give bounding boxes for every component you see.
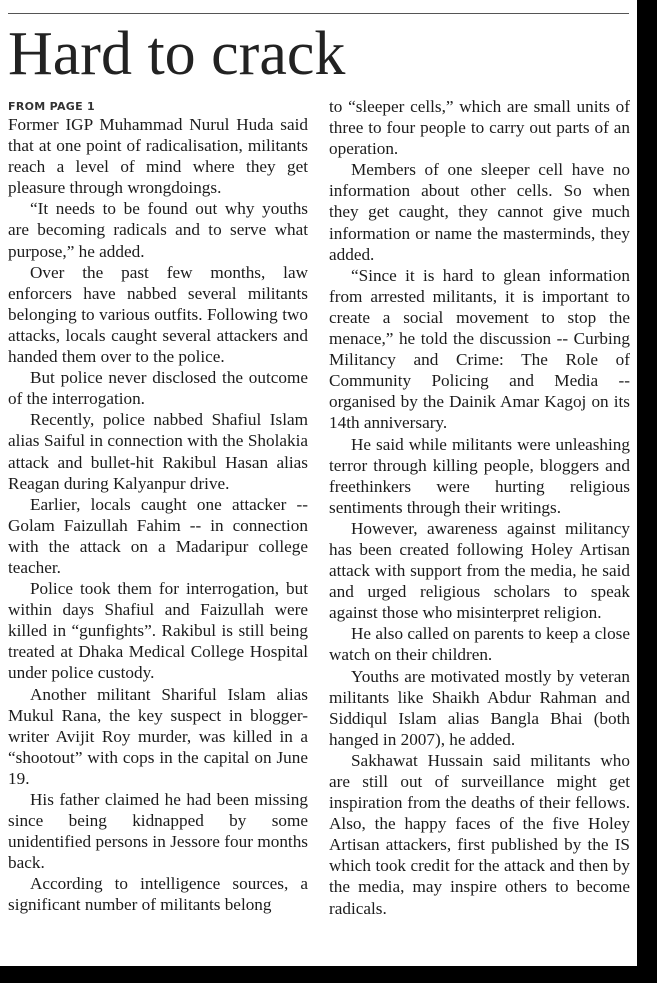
paragraph: Sakhawat Hussain said militants who are still out of surveillance might get inspiration from the deaths of their fellows. Also, the happy faces of the five Holey Artisan attackers, first published by the IS which took credit for the attack and then by the media, may inspire others to become radicals.	[329, 750, 630, 918]
headline: Hard to crack	[8, 20, 346, 88]
kicker: FROM PAGE 1	[8, 100, 96, 113]
right-column	[329, 96, 630, 919]
paragraph: He said while militants were unleashing terror through killing people, bloggers and freethinkers were hurting religious sentiments through their writings.	[329, 434, 630, 517]
paragraph: Recently, police nabbed Shafiul Islam alias Saiful in connection with the Sholakia attack and bullet-hit Rakibul Hasan alias Reagan during Kalyanpur drive.	[8, 410, 308, 493]
paragraph: Another militant Shariful Islam alias Mukul Rana, the key suspect in blogger-writer Avijit Roy murder, was killed in a “shootout” with cops in the capital on June 19.	[8, 684, 308, 788]
paragraph: His father claimed he had been missing since being kidnapped by some unidentified persons in Jessore four months back.	[8, 790, 308, 873]
paragraph: “Since it is hard to glean information from arrested militants, it is important to create a social movement to stop the menace,” he told the discussion -- Curbing Militancy and Crime: The Role of Community Policing and Media -- organised by the Dainik Amar Kagoj on its 14th anniversary.	[329, 265, 630, 433]
paragraph: Earlier, locals caught one attacker -- Golam Faizullah Fahim -- in connection with the attack on a Madaripur college teacher.	[8, 494, 308, 577]
paragraph: He also called on parents to keep a close watch on their children.	[329, 624, 630, 665]
paragraph: “It needs to be found out why youths are becoming radicals and to serve what purpose,” he added.	[8, 199, 308, 261]
paragraph: Over the past few months, law enforcers have nabbed several militants belonging to various outfits. Following two attacks, locals caught several attackers and handed them over to the police.	[8, 262, 308, 367]
paragraph: Former IGP Muhammad Nurul Huda said that at one point of radicalisation, militants reach a level of mind where they get pleasure through wrongdoings.	[8, 115, 308, 198]
paragraph: Police took them for interrogation, but within days Shafiul and Faizullah were killed in “gunfights”. Rakibul is still being treated at Dhaka Medical College Hospital under police custody.	[8, 579, 308, 683]
paragraph: to “sleeper cells,” which are small units of three to four people to carry out parts of an operation.	[329, 97, 630, 159]
paragraph: But police never disclosed the outcome of the interrogation.	[8, 368, 308, 409]
paragraph: However, awareness against militancy has been created following Holey Artisan attack with support from the media, he said and urged religious scholars to speak against those who misinterpret religion.	[329, 518, 630, 623]
paragraph: According to intelligence sources, a significant number of militants belong	[8, 874, 308, 915]
top-rule	[8, 13, 629, 14]
paragraph: Members of one sleeper cell have no information about other cells. So when they get caught, they cannot give much information or name the masterminds, they added.	[329, 160, 630, 264]
paragraph: Youths are motivated mostly by veteran militants like Shaikh Abdur Rahman and Siddiqul Islam alias Bangla Bhai (both hanged in 2007), he added.	[329, 666, 630, 749]
left-column	[8, 96, 308, 916]
